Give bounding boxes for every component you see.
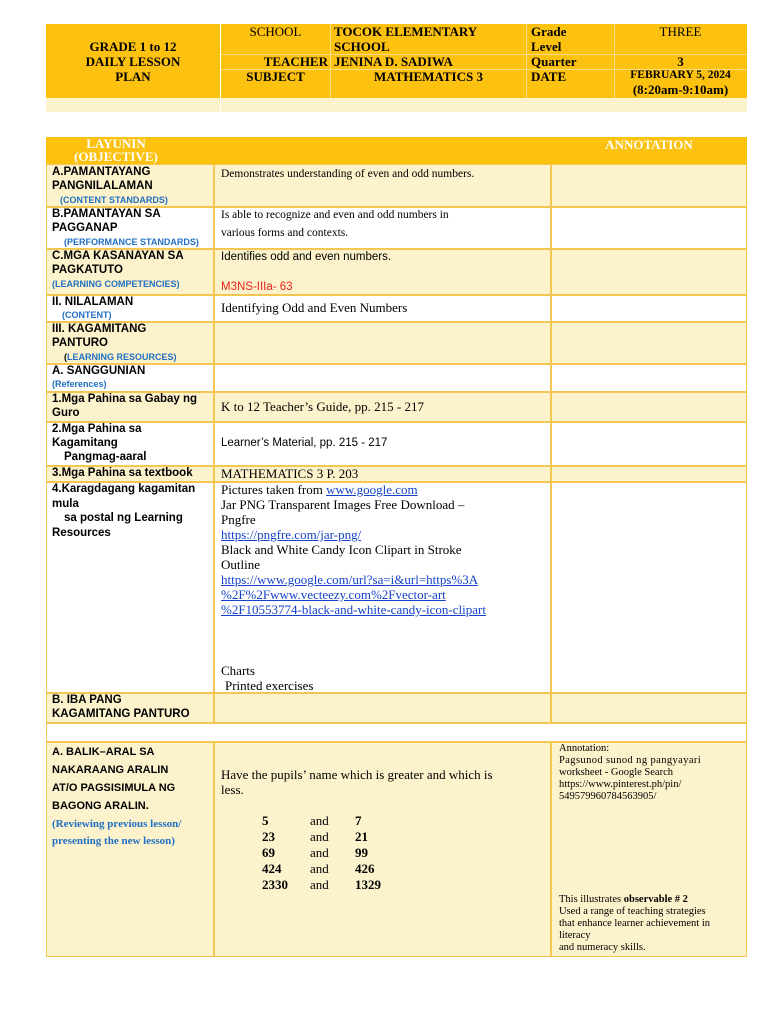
row-h-annotation-cell xyxy=(551,422,747,466)
row-e-content-cell xyxy=(214,322,551,364)
row-a-annotation-cell xyxy=(551,164,747,207)
number-pair-row: 424 and 426 xyxy=(262,861,375,876)
competency-code: M3NS-IIIa- 63 xyxy=(221,281,293,293)
row-e-annotation-cell xyxy=(551,322,747,364)
number-pair-row: 2330 and 1329 xyxy=(262,877,381,892)
header-info-spacer xyxy=(221,98,747,112)
row-f-annotation-cell xyxy=(551,364,747,392)
header-title-spacer xyxy=(46,98,220,112)
google-link[interactable]: www.google.com xyxy=(326,482,418,497)
date-value: FEBRUARY 5, 2024 (8:20am-9:10am) xyxy=(630,69,731,97)
review-instruction: Have the pupils’ name which is greater and which is less. xyxy=(221,767,493,797)
additional-materials-text: Pictures taken from www.google.com Jar PNG Transparent Images Free Download – Pngfre https://pngfre.com/jar-png/ Black and White Candy Icon Clipart in Stroke Outline https://www.google.com/url?sa=i&url=https%3A %2F%2Fwww.vecteezy.com%2Fvector-art %2F10553774-black-and-white-candy-icon-clipart xyxy=(221,482,549,617)
row-k-content-cell xyxy=(214,693,551,723)
number-pairs-table xyxy=(262,813,381,893)
additional-materials-label: 4.Karagdagang kagamitan mula sa postal ng Learning Resources xyxy=(52,483,196,539)
row-i-annotation-cell xyxy=(551,466,747,482)
printed-exercises-text: Printed exercises xyxy=(225,678,314,693)
row-f-content-cell xyxy=(214,364,551,392)
teachers-guide-text: K to 12 Teacher’s Guide, pp. 215 - 217 xyxy=(221,399,424,414)
references-sub: (References) xyxy=(52,379,107,389)
review-label: A. BALIK–ARAL SA NAKARAANG ARALIN AT/O PAGSISIMULA NG BAGONG ARALIN. xyxy=(52,746,176,812)
quarter-label: Quarter xyxy=(531,54,577,69)
pngfre-link[interactable]: https://pngfre.com/jar-png/ xyxy=(221,527,362,542)
number-pair-row: 5 and 7 xyxy=(262,813,362,828)
spacer-row xyxy=(46,723,747,742)
content-standards-sub: (CONTENT STANDARDS) xyxy=(60,195,168,205)
content-label: II. NILALAMAN xyxy=(52,296,134,308)
school-value: TOCOK ELEMENTARY SCHOOL xyxy=(334,24,478,54)
grade-level-value: THREE xyxy=(659,24,702,39)
subject-label: SUBJECT xyxy=(246,69,305,84)
content-text: Identifying Odd and Even Numbers xyxy=(221,300,408,315)
quarter-value: 3 xyxy=(677,54,684,69)
date-label: DATE xyxy=(531,69,567,84)
performance-standards-text: Is able to recognize and even and odd numbers in various forms and contexts. xyxy=(221,209,449,239)
grade-level-label: Grade Level xyxy=(531,24,567,54)
charts-text: Charts xyxy=(221,663,255,678)
subject-value: MATHEMATICS 3 xyxy=(374,69,483,84)
content-standards-label: A.PAMANTAYANG PANGNILALAMAN xyxy=(52,166,153,192)
row-g-annotation-cell xyxy=(551,392,747,422)
other-materials-label: B. IBA PANG KAGAMITANG PANTURO xyxy=(52,694,190,720)
annotation-header-label: ANNOTATION xyxy=(605,137,693,152)
learning-competencies-label: C.MGA KASANAYAN SA PAGKATUTO xyxy=(52,250,184,276)
lesson-plan-title: GRADE 1 to 12 DAILY LESSON PLAN xyxy=(85,39,181,84)
row-c-annotation-cell xyxy=(551,249,747,295)
references-label: A. SANGGUNIAN xyxy=(52,365,146,377)
objective-header-label: LAYUNIN (OBJECTIVE) xyxy=(74,136,158,164)
content-standards-text: Demonstrates understanding of even and odd numbers. xyxy=(221,168,475,180)
learning-competencies-text: Identifies odd and even numbers. xyxy=(221,251,392,263)
row-k-annotation-cell xyxy=(551,693,747,723)
learning-competencies-sub: (LEARNING COMPETENCIES) xyxy=(52,279,180,289)
learners-material-text: Learner’s Material, pp. 215 - 217 xyxy=(221,437,388,449)
learners-material-label: 2.Mga Pahina sa Kagamitang Pangmag-aaral xyxy=(52,423,147,463)
teacher-label: TEACHER xyxy=(263,54,328,69)
school-label: SCHOOL xyxy=(249,24,302,39)
content-sub: (CONTENT) xyxy=(62,310,112,320)
textbook-label: 3.Mga Pahina sa textbook xyxy=(52,467,193,479)
learning-resources-sub: (LEARNING RESOURCES) xyxy=(64,352,177,362)
textbook-text: MATHEMATICS 3 P. 203 xyxy=(221,466,359,481)
review-sub: (Reviewing previous lesson/ presenting the new lesson) xyxy=(52,818,182,847)
row-d-annotation-cell xyxy=(551,295,747,322)
teacher-value: JENINA D. SADIWA xyxy=(334,54,453,69)
observable-annotation: This illustrates observable # 2 Used a range of teaching strategies that enhance learner achievement in literacy and numeracy skills. xyxy=(559,894,710,953)
number-pair-row: 69 and 99 xyxy=(262,845,368,860)
teachers-guide-label: 1.Mga Pahina sa Gabay ng Guro xyxy=(52,393,198,419)
review-annotation: Annotation: Pagsunod sunod ng pangyayari worksheet - Google Search https://www.pinterest.ph/pin/ 549579960784563905/ xyxy=(559,743,702,802)
row-b-annotation-cell xyxy=(551,207,747,249)
performance-standards-sub: (PERFORMANCE STANDARDS) xyxy=(64,237,199,247)
row-j-annotation-cell xyxy=(551,482,747,693)
number-pair-row: 23 and 21 xyxy=(262,829,368,844)
candy-link[interactable]: https://www.google.com/url?sa=i&url=https%3A %2F%2Fwww.vecteezy.com%2Fvector-art %2F10553774-black-and-white-candy-icon-clipart xyxy=(221,572,486,617)
performance-standards-label: B.PAMANTAYAN SA PAGGANAP xyxy=(52,208,161,234)
learning-resources-label: III. KAGAMITANG PANTURO xyxy=(52,323,147,349)
